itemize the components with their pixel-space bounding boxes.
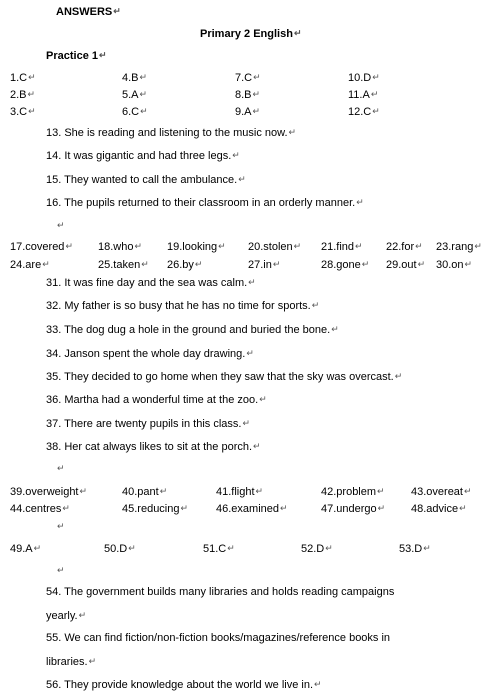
- answer-item: 44.centres↵: [10, 503, 70, 515]
- answer-item: 45.reducing↵: [122, 503, 189, 515]
- answer-sentence: 31. It was fine day and the sea was calm.↵: [46, 277, 256, 289]
- empty-paragraph: ↵: [57, 220, 65, 230]
- empty-paragraph: ↵: [57, 565, 65, 575]
- answer-sentence: 14. It was gigantic and had three legs.↵: [46, 150, 240, 162]
- answer-item: 12.C↵: [348, 106, 380, 118]
- answer-item: 26.by↵: [167, 259, 203, 271]
- mcq-row: [0, 71, 486, 84]
- answer-sentence: 38. Her cat always likes to sit at the porch.↵: [46, 441, 261, 453]
- answer-item: 4.B↵: [122, 72, 148, 84]
- answer-item: 2.B↵: [10, 89, 36, 101]
- answer-item: 24.are↵: [10, 259, 50, 271]
- answer-sentence: 32. My father is so busy that he has no time for sports.↵: [46, 300, 320, 312]
- answer-sentence: 15. They wanted to call the ambulance.↵: [46, 174, 246, 186]
- mcq-row: [0, 88, 486, 101]
- mcq-row: [0, 542, 486, 555]
- answer-item: 46.examined↵: [216, 503, 288, 515]
- answer-sentence: 37. There are twenty pupils in this class.↵: [46, 418, 250, 430]
- answer-sentence: 54. The government builds many libraries and holds reading campaigns: [46, 586, 395, 598]
- answer-item: 28.gone↵: [321, 259, 370, 271]
- answer-item: 51.C↵: [203, 543, 235, 555]
- answer-sentence: 36. Martha had a wonderful time at the zoo.↵: [46, 394, 267, 406]
- empty-paragraph: ↵: [57, 521, 65, 531]
- answer-sentence: 16. The pupils returned to their classroom in an orderly manner.↵: [46, 197, 364, 209]
- answer-item: 42.problem↵: [321, 486, 385, 498]
- answer-sentence: 56. They provide knowledge about the world we live in.↵: [46, 679, 322, 691]
- answer-sentence: 55. We can find fiction/non-fiction books/magazines/reference books in: [46, 632, 391, 644]
- word-row: [0, 485, 486, 498]
- answer-item: 1.C↵: [10, 72, 36, 84]
- answer-item: 27.in↵: [248, 259, 281, 271]
- answer-sentence-continuation: libraries.↵: [46, 656, 97, 668]
- answer-item: 41.flight↵: [216, 486, 264, 498]
- answer-item: 52.D↵: [301, 543, 333, 555]
- answer-sentence: 35. They decided to go home when they saw that the sky was overcast.↵: [46, 371, 403, 383]
- answer-item: 23.rang↵: [436, 241, 482, 253]
- answer-item: 30.on↵: [436, 259, 473, 271]
- answer-item: 49.A↵: [10, 543, 42, 555]
- answers-heading: ANSWERS↵: [56, 6, 121, 18]
- word-row: [0, 240, 486, 253]
- answer-sentence: 34. Janson spent the whole day drawing.↵: [46, 348, 254, 360]
- answer-item: 48.advice↵: [411, 503, 467, 515]
- answer-item: 29.out↵: [386, 259, 426, 271]
- answer-sentence: 13. She is reading and listening to the music now.↵: [46, 127, 297, 139]
- answer-item: 47.undergo↵: [321, 503, 386, 515]
- answer-item: 7.C↵: [235, 72, 261, 84]
- word-row: [0, 502, 486, 515]
- answer-item: 3.C↵: [10, 106, 36, 118]
- answer-item: 40.pant↵: [122, 486, 168, 498]
- answer-item: 20.stolen↵: [248, 241, 302, 253]
- answer-item: 8.B↵: [235, 89, 261, 101]
- answer-item: 19.looking↵: [167, 241, 226, 253]
- answer-item: 39.overweight↵: [10, 486, 88, 498]
- answer-sentence-continuation: yearly.↵: [46, 610, 87, 622]
- answer-item: 50.D↵: [104, 543, 136, 555]
- answer-item: 9.A↵: [235, 106, 261, 118]
- answer-item: 53.D↵: [399, 543, 431, 555]
- answer-item: 21.find↵: [321, 241, 363, 253]
- answer-item: 25.taken↵: [98, 259, 149, 271]
- answer-item: 22.for↵: [386, 241, 423, 253]
- answer-item: 18.who↵: [98, 241, 143, 253]
- empty-paragraph: ↵: [57, 463, 65, 473]
- answer-item: 11.A↵: [348, 89, 379, 101]
- answer-item: 6.C↵: [122, 106, 148, 118]
- answer-sentence: 33. The dog dug a hole in the ground and buried the bone.↵: [46, 324, 339, 336]
- page-title: Primary 2 English↵: [200, 28, 302, 40]
- word-row: [0, 258, 486, 271]
- mcq-row: [0, 105, 486, 118]
- answer-item: 17.covered↵: [10, 241, 73, 253]
- answer-item: 10.D↵: [348, 72, 380, 84]
- answer-item: 43.overeat↵: [411, 486, 472, 498]
- practice-heading: Practice 1↵: [46, 50, 107, 62]
- answer-item: 5.A↵: [122, 89, 148, 101]
